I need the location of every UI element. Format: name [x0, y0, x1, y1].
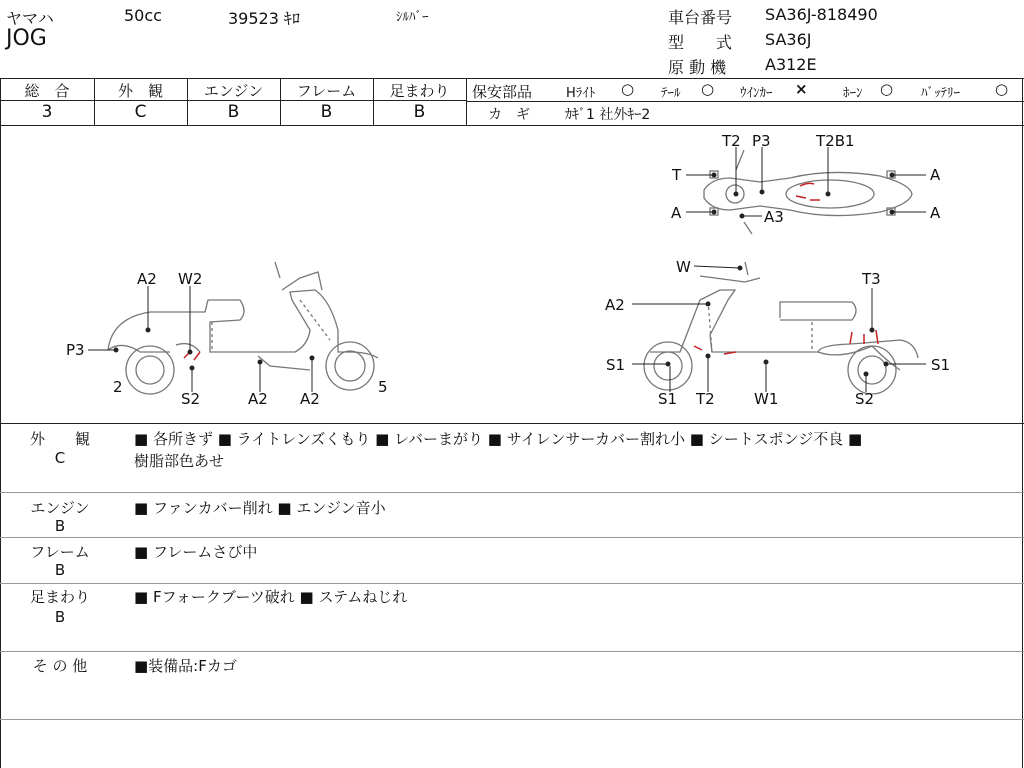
note-text-exterior-2: 樹脂部色あせ: [134, 452, 225, 470]
grade-value-overall: 3: [41, 102, 53, 122]
frame-no: SA36J-818490: [765, 5, 878, 24]
diag-right-a2: A2: [605, 296, 625, 314]
diag-right-w: W: [676, 258, 691, 276]
diag-right-s1-right: S1: [931, 356, 951, 374]
note-label-suspension: 足まわり: [29, 588, 90, 606]
diag-left-a2-mid: A2: [248, 390, 268, 408]
note-label-exterior: 外 観: [29, 430, 90, 448]
rule-diagram-bottom: [0, 423, 1024, 424]
type-value: SA36J: [765, 30, 812, 49]
safety-battery-label: ﾊﾞｯﾃﾘｰ: [921, 86, 960, 101]
note-label-frame: フレーム: [30, 543, 90, 561]
safety-tail-mark: ○: [701, 80, 715, 98]
rule-notes-4: [0, 651, 1024, 652]
diag-right-s1-left: S1: [606, 356, 626, 374]
rule-notes-1: [0, 492, 1024, 493]
displacement: 50cc: [124, 6, 162, 25]
rule-notes-5: [0, 719, 1024, 720]
diag-left-2: 2: [113, 378, 123, 396]
note-grade-engine: B: [54, 517, 66, 535]
note-text-frame: ■ フレームさび中: [134, 543, 258, 561]
grade-value-engine: B: [227, 102, 240, 122]
engine-value: A312E: [765, 55, 817, 74]
note-text-other: ■装備品:Fカゴ: [134, 657, 237, 675]
safety-winker-label: ｳｲﾝｶｰ: [740, 86, 773, 101]
safety-label: 保安部品: [472, 83, 533, 101]
key-value: ｶｷﾞ1 社外ｷｰ2: [565, 107, 651, 123]
diag-left-p3: P3: [66, 341, 85, 359]
mileage: 39523 ｷﾛ: [228, 9, 300, 28]
diag-right-t2: T2: [696, 390, 715, 408]
grade-label-engine: エンジン: [203, 82, 264, 100]
diag-top-a-right-top: A: [930, 166, 941, 184]
type-label: 型 式: [668, 33, 733, 52]
diag-top-t2: T2: [722, 132, 741, 150]
diag-top-p3: P3: [752, 132, 771, 150]
diag-top-a-left: A: [671, 204, 682, 222]
rule-grade-top: [0, 78, 1024, 79]
diag-right-t3: T3: [862, 270, 881, 288]
note-text-exterior: ■ 各所きず ■ ライトレンズくもり ■ レバーまがり ■ サイレンサーカバー割れ小 ■ シートスポンジ不良 ■: [134, 430, 863, 448]
rule-safety-mid: [466, 101, 1024, 102]
grade-value-exterior: C: [134, 102, 147, 122]
grade-value-suspension: B: [413, 102, 426, 122]
grade-label-suspension: 足まわり: [389, 82, 450, 100]
rule-notes-2: [0, 537, 1024, 538]
grade-value-frame: B: [320, 102, 333, 122]
engine-label: 原 動 機: [668, 58, 727, 77]
note-grade-frame: B: [54, 561, 66, 579]
color: ｼﾙﾊﾞｰ: [396, 10, 429, 25]
note-label-other: そ の 他: [32, 657, 88, 675]
safety-horn-mark: ○: [880, 80, 894, 98]
model-name: JOG: [6, 26, 47, 51]
diag-left-s2: S2: [181, 390, 201, 408]
safety-horn-label: ﾎｰﾝ: [843, 86, 863, 101]
rule-col-5: [466, 78, 467, 125]
maker-name: ヤマハ: [6, 9, 54, 28]
note-text-engine: ■ ファンカバー削れ ■ エンジン音小: [134, 499, 386, 517]
diag-top-a-right-bottom: A: [930, 204, 941, 222]
diag-left-a2-right: A2: [300, 390, 320, 408]
key-label: カ ギ: [488, 107, 530, 123]
diag-right-w1: W1: [754, 390, 779, 408]
diag-top-t: T: [672, 166, 682, 184]
grade-label-frame: フレーム: [296, 82, 357, 100]
diag-right-s2: S2: [855, 390, 875, 408]
note-grade-exterior: C: [54, 449, 66, 467]
frame-no-label: 車台番号: [668, 8, 733, 27]
safety-battery-mark: ○: [995, 80, 1009, 98]
diag-right-s1-bottom: S1: [658, 390, 678, 408]
diag-top-a3: A3: [764, 208, 784, 226]
grade-label-overall: 総 合: [24, 82, 70, 100]
diag-top-t2b1: T2B1: [816, 132, 855, 150]
grade-label-exterior: 外 観: [117, 82, 163, 100]
note-label-engine: エンジン: [30, 499, 90, 517]
safety-tail-label: ﾃｰﾙ: [661, 86, 681, 101]
diag-left-w2: W2: [178, 270, 203, 288]
diag-left-a2-top: A2: [137, 270, 157, 288]
note-grade-suspension: B: [54, 608, 66, 626]
safety-headlight-mark: ○: [621, 80, 635, 98]
note-text-suspension: ■ Fフォークブーツ破れ ■ ステムねじれ: [134, 588, 408, 606]
diag-left-5: 5: [378, 378, 388, 396]
safety-winker-mark: ×: [795, 80, 808, 98]
rule-notes-3: [0, 583, 1024, 584]
safety-headlight-label: Hﾗｲﾄ: [566, 86, 596, 101]
